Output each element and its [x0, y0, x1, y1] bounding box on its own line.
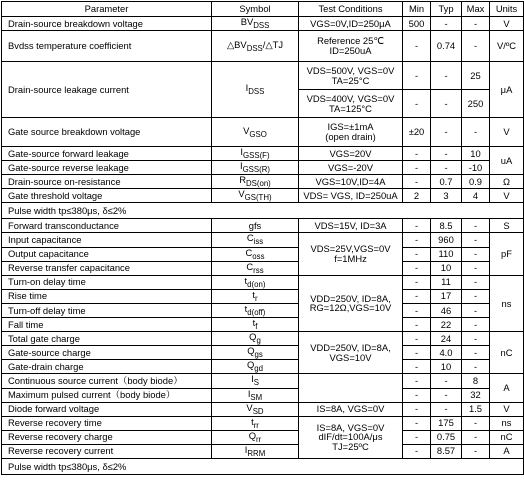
condition-cell: VDD=250V, ID=8A, RG=12Ω,VGS=10V	[299, 275, 403, 331]
min-cell: -	[403, 402, 431, 416]
min-cell: -	[403, 261, 431, 275]
param-cell: Turn-on delay time	[2, 275, 212, 289]
unit-cell: pF	[490, 233, 524, 275]
param-cell: Gate-drain charge	[2, 360, 212, 374]
max-cell: -	[462, 289, 490, 303]
min-cell: -	[403, 332, 431, 346]
table-row	[2, 161, 524, 175]
symbol-cell: $V_{GSO}$	[212, 118, 299, 147]
max-cell: -	[462, 275, 490, 289]
max-cell: 4	[462, 189, 490, 203]
table-row	[2, 402, 524, 416]
symbol-cell: $I_{GSS(F)}$	[212, 147, 299, 161]
header-conditions: Test Conditions	[299, 2, 403, 17]
min-cell: -	[403, 147, 431, 161]
max-cell: 0.9	[462, 175, 490, 189]
table-row	[2, 416, 524, 430]
param-cell: Drain-source leakage current	[2, 62, 212, 118]
param-cell: Turn-off delay time	[2, 303, 212, 317]
table-row	[2, 360, 524, 374]
table-row	[2, 118, 524, 147]
param-cell: Gate-source forward leakage	[2, 147, 212, 161]
table-row	[2, 189, 524, 203]
max-cell: -	[462, 118, 490, 147]
table-row	[2, 346, 524, 360]
header-units: Units	[490, 2, 524, 17]
param-cell: Input capacitance	[2, 233, 212, 247]
symbol-cell: $I_{SM}$	[212, 388, 299, 402]
max-cell: -	[462, 416, 490, 430]
table-row	[2, 17, 524, 31]
unit-cell: V/ºC	[490, 31, 524, 62]
min-cell: -	[403, 233, 431, 247]
unit-cell: uA	[490, 147, 524, 175]
header-row	[2, 2, 524, 17]
min-cell: -	[403, 90, 431, 118]
param-cell: Diode forward voltage	[2, 402, 212, 416]
max-cell: 10	[462, 147, 490, 161]
unit-cell: nC	[490, 332, 524, 374]
param-cell: Gate source breakdown voltage	[2, 118, 212, 147]
min-cell: -	[403, 275, 431, 289]
max-cell: -	[462, 31, 490, 62]
condition-cell: Reference 25℃ ID=250uA	[299, 31, 403, 62]
param-cell: Maximum pulsed current（body biode）	[2, 388, 212, 402]
min-cell: 2	[403, 189, 431, 203]
min-cell: -	[403, 247, 431, 261]
condition-cell: VDS=500V, VGS=0V TA=25°C	[299, 62, 403, 90]
typ-cell: -	[431, 118, 462, 147]
param-cell: Drain-source on-resistance	[2, 175, 212, 189]
symbol-cell: $Q_{gs}$	[212, 346, 299, 360]
min-cell: -	[403, 219, 431, 233]
table-row	[2, 175, 524, 189]
symbol-cell: $I_{DSS}$	[212, 62, 299, 118]
condition-cell: VGS=20V	[299, 147, 403, 161]
condition-cell: VDS=25V,VGS=0V f=1MHz	[299, 233, 403, 275]
min-cell: -	[403, 388, 431, 402]
param-cell: Reverse transfer capacitance	[2, 261, 212, 275]
unit-cell: μA	[490, 62, 524, 118]
condition-cell: IGS=±1mA (open drain)	[299, 118, 403, 147]
min-cell: ±20	[403, 118, 431, 147]
max-cell: 25	[462, 62, 490, 90]
typ-cell: 0.74	[431, 31, 462, 62]
symbol-cell: $C_{rss}$	[212, 261, 299, 275]
unit-cell: S	[490, 219, 524, 233]
max-cell: -10	[462, 161, 490, 175]
symbol-cell: gfs	[212, 219, 299, 233]
typ-cell: 17	[431, 289, 462, 303]
table-row	[2, 444, 524, 458]
table-row	[2, 388, 524, 402]
unit-cell: Ω	[490, 175, 524, 189]
typ-cell: 8.57	[431, 444, 462, 458]
max-cell: -	[462, 444, 490, 458]
typ-cell: -	[431, 161, 462, 175]
symbol-cell: $Q_{gd}$	[212, 360, 299, 374]
header-typ: Typ	[431, 2, 462, 17]
table-row	[2, 332, 524, 346]
typ-cell: 11	[431, 275, 462, 289]
typ-cell: -	[431, 17, 462, 31]
table-row	[2, 247, 524, 261]
max-cell: -	[462, 318, 490, 332]
max-cell: 32	[462, 388, 490, 402]
unit-cell: V	[490, 189, 524, 203]
min-cell: -	[403, 175, 431, 189]
max-cell: -	[462, 17, 490, 31]
max-cell: 8	[462, 374, 490, 388]
note-row	[2, 203, 524, 219]
condition-cell: VDS=15V, ID=3A	[299, 219, 403, 233]
typ-cell: 8.5	[431, 219, 462, 233]
min-cell: -	[403, 360, 431, 374]
unit-cell: ns	[490, 416, 524, 430]
condition-cell: VDD=250V, ID=8A, VGS=10V	[299, 332, 403, 374]
typ-cell: 22	[431, 318, 462, 332]
max-cell: 1.5	[462, 402, 490, 416]
table-row	[2, 31, 524, 62]
min-cell: -	[403, 303, 431, 317]
param-cell: Gate-source reverse leakage	[2, 161, 212, 175]
condition-cell: IS=8A, VGS=0V dIF/dt=100A/μs TJ=25ºC	[299, 416, 403, 458]
table-row	[2, 275, 524, 289]
symbol-cell: $I_{GSS(R)}$	[212, 161, 299, 175]
max-cell: -	[462, 219, 490, 233]
min-cell: -	[403, 289, 431, 303]
spec-table	[1, 1, 524, 475]
table-row	[2, 374, 524, 388]
max-cell: -	[462, 233, 490, 247]
typ-cell: 10	[431, 261, 462, 275]
unit-cell: ns	[490, 275, 524, 331]
symbol-cell: $Q_g$	[212, 332, 299, 346]
table-row	[2, 318, 524, 332]
symbol-cell: $BV_{DSS}$	[212, 17, 299, 31]
typ-cell: -	[431, 147, 462, 161]
param-cell: Gate threshold voltage	[2, 189, 212, 203]
param-cell: Total gate charge	[2, 332, 212, 346]
header-min: Min	[403, 2, 431, 17]
param-cell: Rise time	[2, 289, 212, 303]
typ-cell: 175	[431, 416, 462, 430]
min-cell: -	[403, 31, 431, 62]
symbol-cell: $t_{d(on)}$	[212, 275, 299, 289]
min-cell: -	[403, 62, 431, 90]
param-cell: Bvdss temperature coefficient	[2, 31, 212, 62]
typ-cell: 24	[431, 332, 462, 346]
max-cell: -	[462, 332, 490, 346]
typ-cell: -	[431, 374, 462, 388]
param-cell: Reverse recovery current	[2, 444, 212, 458]
min-cell: -	[403, 318, 431, 332]
unit-cell: V	[490, 118, 524, 147]
typ-cell: -	[431, 388, 462, 402]
param-cell: Fall time	[2, 318, 212, 332]
symbol-cell: $I_{RRM}$	[212, 444, 299, 458]
table-row	[2, 147, 524, 161]
min-cell: -	[403, 416, 431, 430]
unit-cell: nC	[490, 430, 524, 444]
typ-cell: 960	[431, 233, 462, 247]
max-cell: -	[462, 430, 490, 444]
condition-cell: VGS=0V,ID=250μA	[299, 17, 403, 31]
unit-cell: A	[490, 444, 524, 458]
pulse-width-note: Pulse width tp≤380μs, δ≤2%	[2, 458, 524, 474]
condition-cell-empty	[299, 374, 403, 402]
param-cell: Continuous source current（body biode）	[2, 374, 212, 388]
header-max: Max	[462, 2, 490, 17]
typ-cell: 46	[431, 303, 462, 317]
table-row	[2, 430, 524, 444]
header-parameter: Parameter	[2, 2, 212, 17]
symbol-cell: $Q_{rr}$	[212, 430, 299, 444]
symbol-cell: $C_{oss}$	[212, 247, 299, 261]
param-cell: Reverse recovery charge	[2, 430, 212, 444]
symbol-cell: $V_{SD}$	[212, 402, 299, 416]
table-row	[2, 219, 524, 233]
symbol-cell: $t_{d(off)}$	[212, 303, 299, 317]
min-cell: 500	[403, 17, 431, 31]
pulse-width-note: Pulse width tp≤380μs, δ≤2%	[2, 203, 524, 219]
note-row	[2, 458, 524, 474]
min-cell: -	[403, 444, 431, 458]
condition-cell: VDS=400V, VGS=0V TA=125°C	[299, 90, 403, 118]
max-cell: -	[462, 360, 490, 374]
typ-cell: -	[431, 90, 462, 118]
table-row	[2, 289, 524, 303]
symbol-cell: $R_{DS(on)}$	[212, 175, 299, 189]
param-cell: Output capacitance	[2, 247, 212, 261]
symbol-cell: $t_{rr}$	[212, 416, 299, 430]
typ-cell: -	[431, 402, 462, 416]
min-cell: -	[403, 430, 431, 444]
typ-cell: -	[431, 62, 462, 90]
unit-cell: V	[490, 17, 524, 31]
table-row	[2, 303, 524, 317]
min-cell: -	[403, 374, 431, 388]
symbol-cell: $I_S$	[212, 374, 299, 388]
typ-cell: 3	[431, 189, 462, 203]
max-cell: -	[462, 261, 490, 275]
header-symbol: Symbol	[212, 2, 299, 17]
max-cell: -	[462, 247, 490, 261]
symbol-cell: $V_{GS(TH)}$	[212, 189, 299, 203]
unit-cell: V	[490, 402, 524, 416]
max-cell: -	[462, 303, 490, 317]
condition-cell: IS=8A, VGS=0V	[299, 402, 403, 416]
symbol-cell: $\triangle BV_{DSS}/\triangle TJ$	[212, 31, 299, 62]
condition-cell: VGS=-20V	[299, 161, 403, 175]
max-cell: -	[462, 346, 490, 360]
symbol-cell: $t_r$	[212, 289, 299, 303]
param-cell: Forward transconductance	[2, 219, 212, 233]
param-cell: Drain-source breakdown voltage	[2, 17, 212, 31]
typ-cell: 110	[431, 247, 462, 261]
symbol-cell: $C_{iss}$	[212, 233, 299, 247]
min-cell: -	[403, 161, 431, 175]
typ-cell: 4.0	[431, 346, 462, 360]
unit-cell: A	[490, 374, 524, 402]
max-cell: 250	[462, 90, 490, 118]
param-cell: Gate-source charge	[2, 346, 212, 360]
condition-cell: VGS=10V,ID=4A	[299, 175, 403, 189]
condition-cell: VDS= VGS, ID=250uA	[299, 189, 403, 203]
table-row	[2, 233, 524, 247]
table-row	[2, 62, 524, 90]
typ-cell: 10	[431, 360, 462, 374]
min-cell: -	[403, 346, 431, 360]
param-cell: Reverse recovery time	[2, 416, 212, 430]
table-row	[2, 261, 524, 275]
typ-cell: 0.7	[431, 175, 462, 189]
typ-cell: 0.75	[431, 430, 462, 444]
symbol-cell: $t_f$	[212, 318, 299, 332]
